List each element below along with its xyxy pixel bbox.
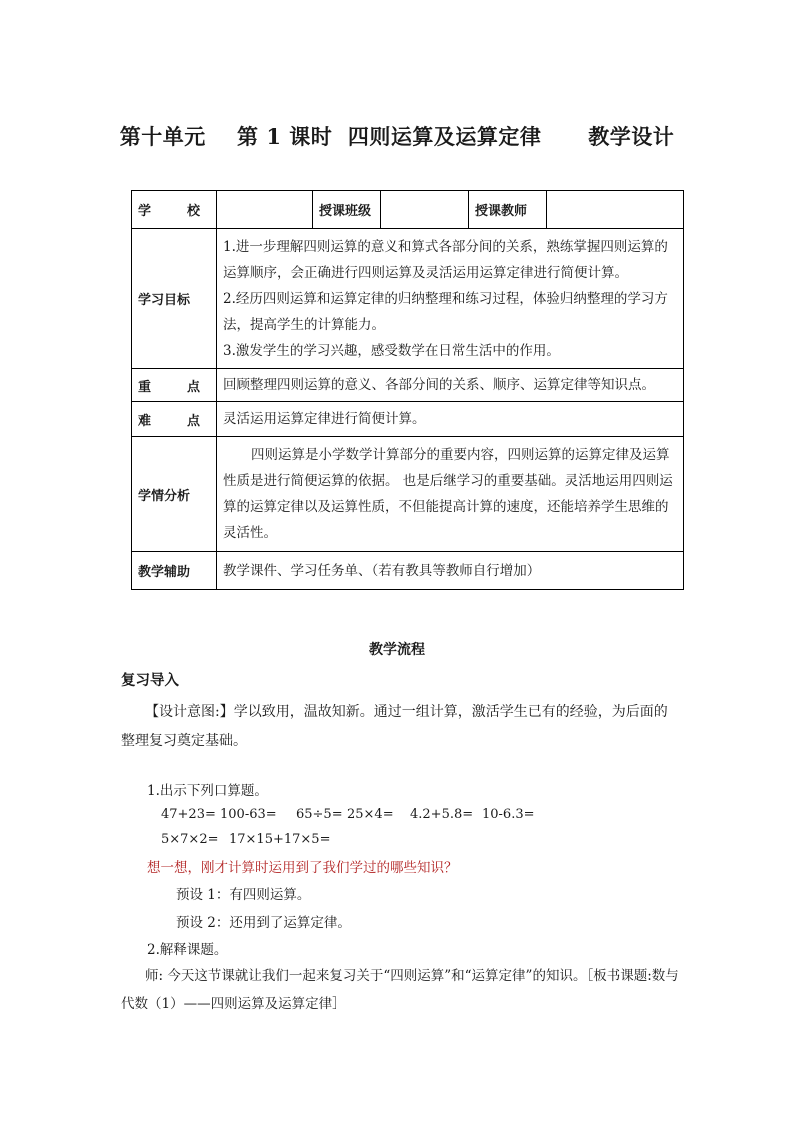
section-heading-review: 复习导入 [121,672,179,689]
preset-2: 预设 2：还用到了运算定律。 [176,915,351,931]
preset-1: 预设 1：有四则运算。 [176,887,311,903]
calc-item: 4.2+5.8= [410,807,474,822]
class-value-cell[interactable] [381,191,469,229]
goal-item: 1.进一步理解四则运算的意义和算式各部分间的关系，熟练掌握四则运算的运算顺序，会正确进行四则运算及灵活运用运算定律进行简便计算。 [223,238,668,281]
goal-item: 2.经历四则运算和运算定律的归纳整理和练习过程，体验归纳整理的学习方法，提高学生的计算能力。 [223,290,668,333]
table-row-school [132,191,684,229]
table-row-goals [132,229,684,369]
difficulty-label-1: 难 [138,413,152,429]
calc-item: 65÷5= [296,807,343,822]
calc-item: 25×4= [347,807,394,822]
teacher-label: 授课教师 [469,191,547,229]
design-intent-paragraph: 【设计意图:】学以致用，温故知新。通过一组计算，激活学生已有的经验，为后面的整理复习奠定基础。 [121,704,668,749]
calc-item: 10-6.3= [482,807,535,822]
calc-item: 47+23= [161,807,216,822]
calc-item: 17×15+17×5= [229,832,331,847]
flow-title: 教学流程 [369,642,425,658]
analysis-cell [217,437,684,552]
calc-item: 100-63= [220,807,277,822]
goals-cell [217,229,684,369]
table-row-aids [132,552,684,590]
school-value-cell[interactable] [217,191,313,229]
analysis-label: 学情分析 [132,437,217,552]
difficulty-label-cell [132,402,217,437]
key-label-2: 点 [186,379,200,395]
teacher-value-cell[interactable] [547,191,684,229]
difficulty-cell: 灵活运用运算定律进行简便计算。 [217,402,684,437]
question-prompt: 想一想，刚才计算时运用到了我们学过的哪些知识？ [147,860,458,876]
analysis-text: 四则运算是小学数学计算部分的重要内容，四则运算的运算定律及运算性质是进行简便运算的依据。 也是后继学习的重要基础。灵活地运用四则运算的运算定律以及运算性质，不但能提高计算的速度，还能培养学生思维的灵活性。 [223,447,673,541]
table-row-analysis [132,437,684,552]
goals-label: 学习目标 [132,229,217,369]
aids-label: 教学辅助 [132,552,217,590]
calc-item: 5×7×2= [161,832,219,847]
aids-cell: 教学课件、学习任务单、（若有教具等教师自行增加） [217,552,684,590]
school-label-cell [132,191,217,229]
key-points-label-cell [132,369,217,402]
class-label: 授课班级 [313,191,381,229]
step-1-text: 1.出示下列口算题。 [147,783,268,799]
school-label-2: 校 [186,204,200,219]
goal-item: 3.激发学生的学习兴趣，感受数学在日常生活中的作用。 [223,342,560,359]
difficulty-label-2: 点 [186,413,200,429]
school-label-1: 学 [138,204,152,219]
key-label-1: 重 [138,379,152,395]
page-title: 第十单元 第 1 课时 四则运算及运算定律 教学设计 [119,124,675,149]
lesson-info-table [131,190,684,590]
step-2-text: 2.解释课题。 [147,942,228,958]
table-row-key-points [132,369,684,402]
teacher-paragraph: 师: 今天这节课就让我们一起来复习关于“四则运算”和“运算定律”的知识。［板书课题:数与代数（1）——四则运算及运算定律］ [121,968,679,1012]
key-points-cell: 回顾整理四则运算的意义、各部分间的关系、顺序、运算定律等知识点。 [217,369,684,402]
table-row-difficulty [132,402,684,437]
